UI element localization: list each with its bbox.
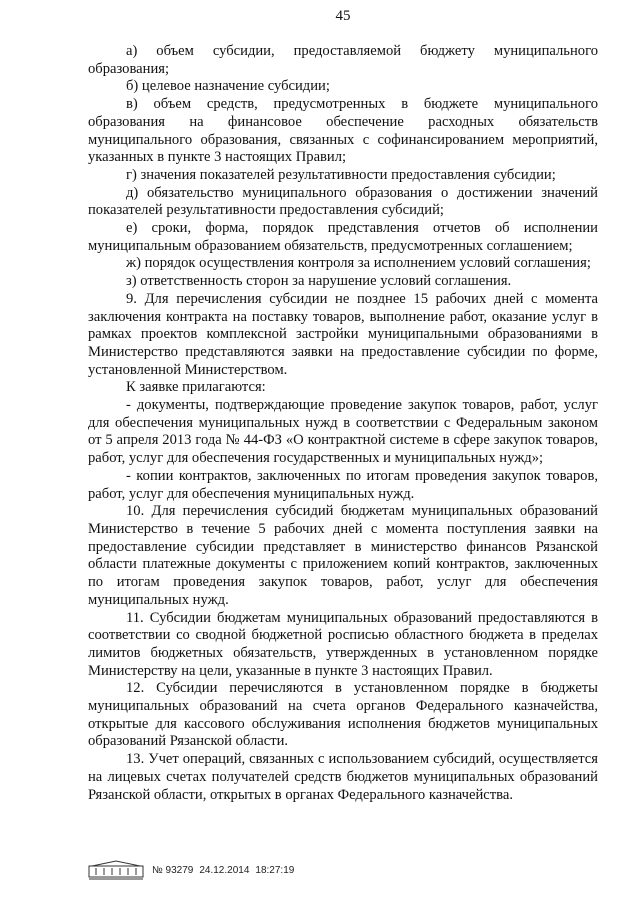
paragraph-11: 11. Субсидии бюджетам муниципальных образований предоставляются в соответствии со сводной бюджетной росписью областного бюджета в пределах лимитов бюджетных обязательств, утвержденных в установленном порядке Министерству на цели, указанные в пункте 3 настоящих Правил. xyxy=(88,609,598,679)
paragraph-9: 9. Для перечисления субсидии не позднее 15 рабочих дней с момента заключения контракта на поставку товаров, выполнение работ, оказание услуг в рамках проектов комплексной застройки муниципальными образованиями в Министерство представляются заявки на предоставление субсидии по форме, установленной Министерством. xyxy=(88,290,598,378)
paragraph-a: а) объем субсидии, предоставляемой бюджету муниципального образования; xyxy=(88,43,598,77)
paragraph-e: е) сроки, форма, порядок представления отчетов об исполнении муниципальным образованием обязательств, предусмотренных соглашением; xyxy=(88,220,598,254)
paragraph-v: в) объем средств, предусмотренных в бюджете муниципального образования на финансовое обеспечение расходных обязательств муниципального образования, связанных с софинансированием мероприятий, указанных в пункте 3 настоящих Правил; xyxy=(88,96,598,166)
page-number: 45 xyxy=(335,8,351,24)
paragraph-10: 10. Для перечисления субсидий бюджетам муниципальных образований Министерство в течение 5 рабочих дней с момента поступления заявки на предоставление субсидии представляет в министерство финансов Рязанской области платежные документы с приложением копий контрактов, заключенных по итогам проведения закупок товаров, работ, услуг для обеспечения муниципальных нужд. xyxy=(88,503,598,608)
document-body xyxy=(88,43,598,804)
document-footer xyxy=(88,858,300,882)
paragraph-z: з) ответственность сторон за нарушение условий соглашения. xyxy=(126,273,512,290)
paragraph-attachments-heading: К заявке прилагаются: xyxy=(126,379,266,396)
document-date: 24.12.2014 xyxy=(199,864,250,876)
paragraph-12: 12. Субсидии перечисляются в установленном порядке в бюджеты муниципальных образований на счета органов Федерального казначейства, открытые для кассового обслуживания исполнения бюджетов муниципальных образований Рязанской области. xyxy=(88,680,598,750)
paragraph-g: г) значения показателей результативности предоставления субсидии; xyxy=(126,166,556,183)
document-number: № 93279 xyxy=(152,864,194,876)
paragraph-d: д) обязательство муниципального образования о достижении значений показателей результативности предоставления субсидий; xyxy=(88,184,598,219)
government-building-stamp-icon xyxy=(88,860,144,880)
paragraph-attachment-documents: - документы, подтверждающие проведение закупок товаров, работ, услуг для обеспечения муниципальных нужд в соответствии с Федеральным законом от 5 апреля 2013 года № 44-ФЗ «О контрактной системе в сфере закупок товаров, работ, услуг для обеспечения государственных и муниципальных нужд»; xyxy=(88,397,598,467)
paragraph-b: б) целевое назначение субсидии; xyxy=(126,78,330,95)
paragraph-attachment-contracts: - копии контрактов, заключенных по итогам проведения закупок товаров, работ, услуг для обеспечения муниципальных нужд. xyxy=(88,467,598,502)
paragraph-13: 13. Учет операций, связанных с использованием субсидий, осуществляется на лицевых счетах получателей средств бюджетов муниципальных образований Рязанской области, открытых в органах Федерального казначейства. xyxy=(88,751,598,803)
document-time: 18:27:19 xyxy=(255,864,295,876)
paragraph-zh: ж) порядок осуществления контроля за исполнением условий соглашения; xyxy=(126,255,591,272)
